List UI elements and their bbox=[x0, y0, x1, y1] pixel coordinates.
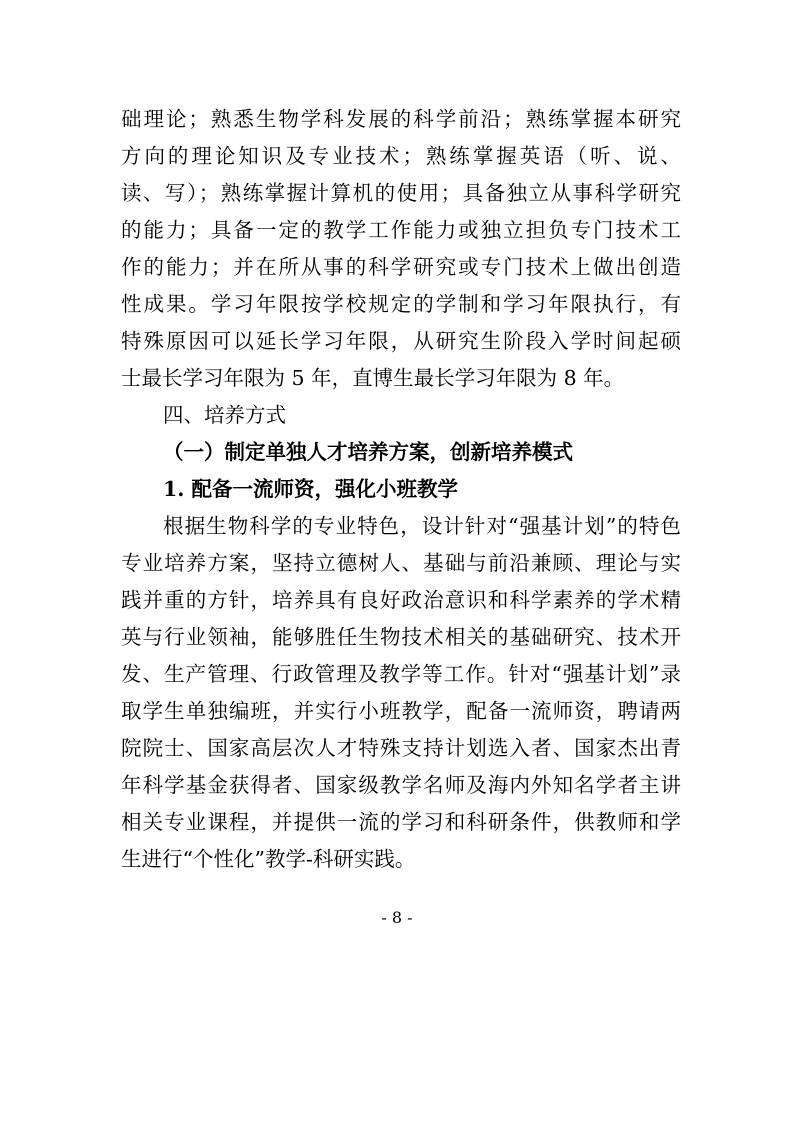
item-heading: 1. 配备一流师资，强化小班教学 bbox=[163, 477, 459, 501]
text-line: 作的能力；并在所从事的科学研究或专门技术上做出创造 bbox=[121, 255, 681, 279]
text-line: 性成果。学习年限按学校规定的学制和学习年限执行，有 bbox=[121, 292, 681, 316]
subsection-heading: （一）制定单独人才培养方案，创新培养模式 bbox=[163, 440, 573, 464]
text-line: 根据生物科学的专业特色，设计针对“强基计划”的特色 bbox=[163, 514, 681, 538]
text-line: 取学生单独编班，并实行小班教学，配备一流师资，聘请两 bbox=[121, 699, 681, 723]
text-line: 士最长学习年限为 5 年，直博生最长学习年限为 8 年。 bbox=[121, 366, 625, 390]
text-line: 读、写）；熟练掌握计算机的使用；具备独立从事科学研究 bbox=[121, 181, 681, 205]
text-line: 英与行业领袖，能够胜任生物技术相关的基础研究、技术开 bbox=[121, 625, 681, 649]
text-line: 院院士、国家高层次人才特殊支持计划选入者、国家杰出青 bbox=[121, 736, 681, 760]
text-line: 础理论；熟悉生物学科发展的科学前沿；熟练掌握本研究 bbox=[121, 107, 681, 131]
section-heading: 四、培养方式 bbox=[163, 403, 286, 427]
text-line: 方向的理论知识及专业技术；熟练掌握英语（听、说、 bbox=[121, 144, 681, 168]
text-line: 生进行“个性化”教学-科研实践。 bbox=[121, 847, 416, 871]
text-line: 年科学基金获得者、国家级教学名师及海内外知名学者主讲 bbox=[121, 773, 681, 797]
text-line: 的能力；具备一定的教学工作能力或独立担负专门技术工 bbox=[121, 218, 681, 242]
text-line: 特殊原因可以延长学习年限，从研究生阶段入学时间起硕 bbox=[121, 329, 681, 353]
text-line: 践并重的方针，培养具有良好政治意识和科学素养的学术精 bbox=[121, 588, 681, 612]
text-line: 相关专业课程，并提供一流的学习和科研条件，供教师和学 bbox=[121, 810, 681, 834]
text-line: 发、生产管理、行政管理及教学等工作。针对“强基计划”录 bbox=[121, 662, 681, 686]
page-number: - 8 - bbox=[381, 908, 413, 927]
text-line: 专业培养方案，坚持立德树人、基础与前沿兼顾、理论与实 bbox=[121, 551, 681, 575]
